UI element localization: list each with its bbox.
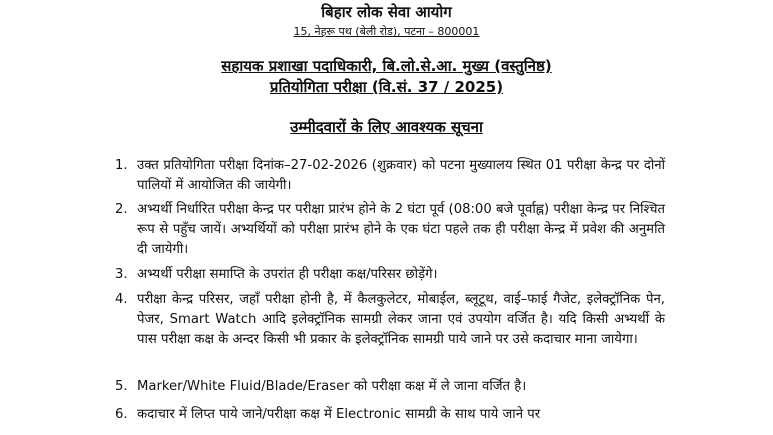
item-number: 3.: [115, 267, 128, 282]
notice-item-1: [115, 156, 665, 196]
item-text: अभ्यर्थी निर्धारित परीक्षा केन्द्र पर परीक्षा प्रारंभ होने के 2 घंटा पूर्व (08:00 बजे पूर्वाह्न) परीक्षा केन्द्र पर निश्चित रूप से पहुँच जायें। अभ्यर्थियों को परीक्षा प्रारंभ होने के एक घंटा पहले तक ही परीक्षा केन्द्र में प्रवेश की अनुमति दी जायेगी।: [137, 202, 665, 257]
notice-item-4: [115, 290, 665, 350]
item-text: कदाचार में लिप्त पाये जाने/परीक्षा कक्ष में Electronic सामग्री के साथ पाये जाने पर: [137, 407, 541, 422]
item-text: Marker/White Fluid/Blade/Eraser को परीक्षा कक्ष में ले जाना वर्जित है।: [137, 379, 527, 394]
item-text: अभ्यर्थी परीक्षा समाप्ति के उपरांत ही परीक्षा कक्ष/परिसर छोड़ेंगे।: [137, 267, 438, 282]
item-text: उक्त प्रतियोगिता परीक्षा दिनांक–27-02-2026 (शुक्रवार) को पटना मुख्यालय स्थित 01 परीक्षा केन्द्र पर दोनों पालियों में आयोजित की जायेगी।: [137, 158, 665, 193]
notice-item-5: [115, 377, 665, 397]
exam-title-line2: प्रतियोगिता परीक्षा (वि.सं. 37 / 2025): [269, 78, 504, 96]
organization-name: बिहार लोक सेवा आयोग: [321, 3, 452, 21]
notice-item-3: [115, 265, 665, 285]
notice-item-6: [115, 405, 665, 425]
exam-title-line1: सहायक प्रशाखा पदाधिकारी, बि.लो.से.आ. मुख्य (वस्तुनिष्ठ): [221, 57, 552, 75]
item-text: परीक्षा केन्द्र परिसर, जहाँ परीक्षा होनी है, में कैलकुलेटर, मोबाईल, ब्लूटूथ, वाई–फाई गैजेट, इलेक्ट्रॉनिक पेन, पेजर, Smart Watch आदि इलेक्ट्रॉनिक सामग्री लेकर जाना एवं उपयोग वर्जित है। यदि किसी अभ्यर्थी के पास परीक्षा कक्ष के अन्दर किसी भी प्रकार के इलेक्ट्रॉनिक सामग्री पाये जाने पर उसे कदाचार माना जायेगा।: [137, 292, 665, 347]
item-number: 1.: [115, 158, 128, 173]
item-number: 4.: [115, 292, 128, 307]
notice-item-2: [115, 200, 665, 260]
organization-address: 15, नेहरू पथ (बेली रोड), पटना – 800001: [293, 25, 480, 38]
item-number: 2.: [115, 202, 128, 217]
notice-heading: उम्मीदवारों के लिए आवश्यक सूचना: [290, 118, 483, 136]
item-number: 5.: [115, 379, 128, 394]
item-number: 6.: [115, 407, 128, 422]
